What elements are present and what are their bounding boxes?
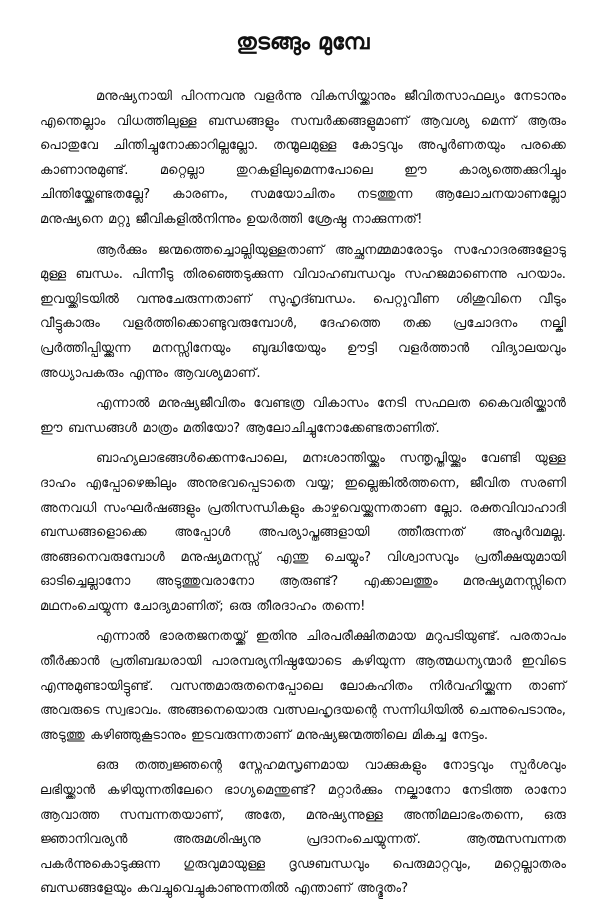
paragraph-3: എന്നാൽ മനുഷ്യജീവിതം വേണ്ടത്ര വികാസം നേടി സഫലത കൈവരിയ്ക്കാൻ ഈ ബന്ധങ്ങൾ മാത്രം മതിയോ? ആലോചിച്ചുനോക്കേണ്ടതാണിത്. <box>40 396 566 436</box>
paragraph-2: ആർക്കും ജന്മത്തെച്ചൊല്ലിയുള്ളതാണ് അച്ഛനമ്മമാരോടും സഹോദരങ്ങളോടു മുള്ള ബന്ധം. പിന്നീടു തിരഞ്ഞെടുക്കുന്ന വിവാഹബന്ധവും സഹജമാണെന്നു പറയാം. ഇവയ്ക്കിടയിൽ വന്നുചേരുന്നതാണ് സുഹൃദ്ബന്ധം. പെറ്റുവീണ ശിശുവിനെ വീടും വീട്ടുകാരും വളർത്തിക്കൊണ്ടുവരുമ്പോൾ, ദേഹത്തെ തക്ക പ്രചോദനം നല്കി പ്രർത്തിപ്പിയ്ക്കുന്ന മനസ്സിനേയും ബുദ്ധിയേയും ഊട്ടി വളർത്താൻ വിദ്യാലയവും അധ്യാപകരും എന്നും ആവശ്യമാണ്. <box>40 242 566 381</box>
paragraph-6: ഒരു തത്ത്വജ്ഞന്റെ സ്നേഹമസൃണമായ വാക്കുകളും നോട്ടവും സ്പർശവും ലഭിയ്ക്കാൻ കഴിയുന്നതിലേറെ ഭാഗ്യമെന്തുണ്ട്? മറ്റാർക്കും നല്കാനോ നേടിത്ത രാനോ ആവാത്ത സമ്പന്നതയാണ്, അതേ, മനുഷ്യന്നുള്ള അന്തിമലാഭംതന്നെ, ഒരു ജ്ഞാനിവര്യൻ അരുമശിഷ്യനു പ്രദാനംചെയ്യുന്നത്. ആത്മസമ്പന്നത പകർന്നുകൊടുക്കുന്ന ഗുരുവുമായുള്ള ദൃഢബന്ധവും പെരുമാറ്റവും, മറ്റെല്ലാതരം ബന്ധങ്ങളേയും കവച്ചുവെച്ചുകാണുന്നതിൽ എന്താണ് അദ്ഭുതം? <box>40 758 566 897</box>
paragraph-4: ബാഹ്യലാഭങ്ങൾക്കെന്നപോലെ, മനഃശാന്തിയ്ക്കും സന്തൃപ്തിയ്ക്കും വേണ്ടി യുള്ള ദാഹം എപ്പോഴെങ്കിലും അനുഭവപ്പെടാതെ വയ്യ; ഇല്ലെങ്കിൽത്തന്നെ, ജീവിത സരണി അനവധി സംഘർഷങ്ങളും പ്രതിസന്ധികളും കാഴ്ചവെയ്ക്കുന്നതാണ ല്ലോ. രക്തവിവാഹാദി ബന്ധങ്ങളൊക്കെ അപ്പോൾ അപര്യാപ്തങ്ങളായി ത്തീരുന്നത് അപൂർവമല്ല. അങ്ങനെവരുമ്പോൾ മനുഷ്യമനസ്സ് എന്തു ചെയ്യും? വിശ്വാസവും പ്രതീക്ഷയുമായി ഓടിച്ചെല്ലാനോ അടുത്തുവരാനോ ആരുണ്ട്? എക്കാലത്തും മനുഷ്യമനസ്സിനെ മഥനംചെയ്യുന്ന ചോദ്യമാണിത്; ഒരു തീരദാഹം തന്നെ! <box>40 451 566 614</box>
paragraph-5: എന്നാൽ ഭാരതജനതയ്ക്ക് ഇതിനു ചിരപരീക്ഷിതമായ മറുപടിയുണ്ട്. പരതാപം തീർക്കാൻ പ്രതിബദ്ധരായി പാരമ്പര്യനിഷ്ഠയോടെ കഴിയുന്ന ആത്മധന്യന്മാർ ഇവിടെ എന്നുമുണ്ടായിട്ടുണ്ട്. വസന്തമാരുതനെപ്പോലെ ലോകഹിതം നിർവഹിയ്ക്കുന്ന താണ് അവരുടെ സ്വഭാവം. അങ്ങനെയൊരു വത്സലഹൃദയന്റെ സന്നിധിയിൽ ചെന്നുപെടാനും, അടുത്തു കഴിഞ്ഞുകൂടാനും ഇടവരുന്നതാണ് മനുഷ്യജന്മത്തിലെ മികച്ച നേട്ടം. <box>40 629 566 743</box>
page-title: തുടങ്ങും മുമ്പേ <box>236 30 370 55</box>
paragraph-1: മനുഷ്യനായി പിറന്നവനു വളർന്നു വികസിയ്ക്കാനും ജീവിതസാഫല്യം നേടാനും എന്തെല്ലാം വിധത്തിലുള്ള ബന്ധങ്ങളും സമ്പർക്കങ്ങളുമാണ് ആവശ്യ മെന്ന് ആരും പൊതുവേ ചിന്തിച്ചുനോക്കാറില്ലല്ലോ. തന്മൂലമുള്ള കോട്ടവും അപൂർണതയും പരക്കെ കാണാനുമുണ്ട്. മറ്റെല്ലാ തുറകളിലുമെന്നപോലെ ഈ കാര്യത്തെക്കുറിച്ചും ചിന്തിയ്ക്കേണ്ടതല്ലേ? കാരണം, സമയോചിതം നടത്തുന്ന ആലോചനയാണല്ലോ മനുഷ്യനെ മറ്റു ജീവികളിൽനിന്നും ഉയർത്തി ശ്രേഷ്ഠ നാക്കുന്നത്! <box>40 89 566 227</box>
